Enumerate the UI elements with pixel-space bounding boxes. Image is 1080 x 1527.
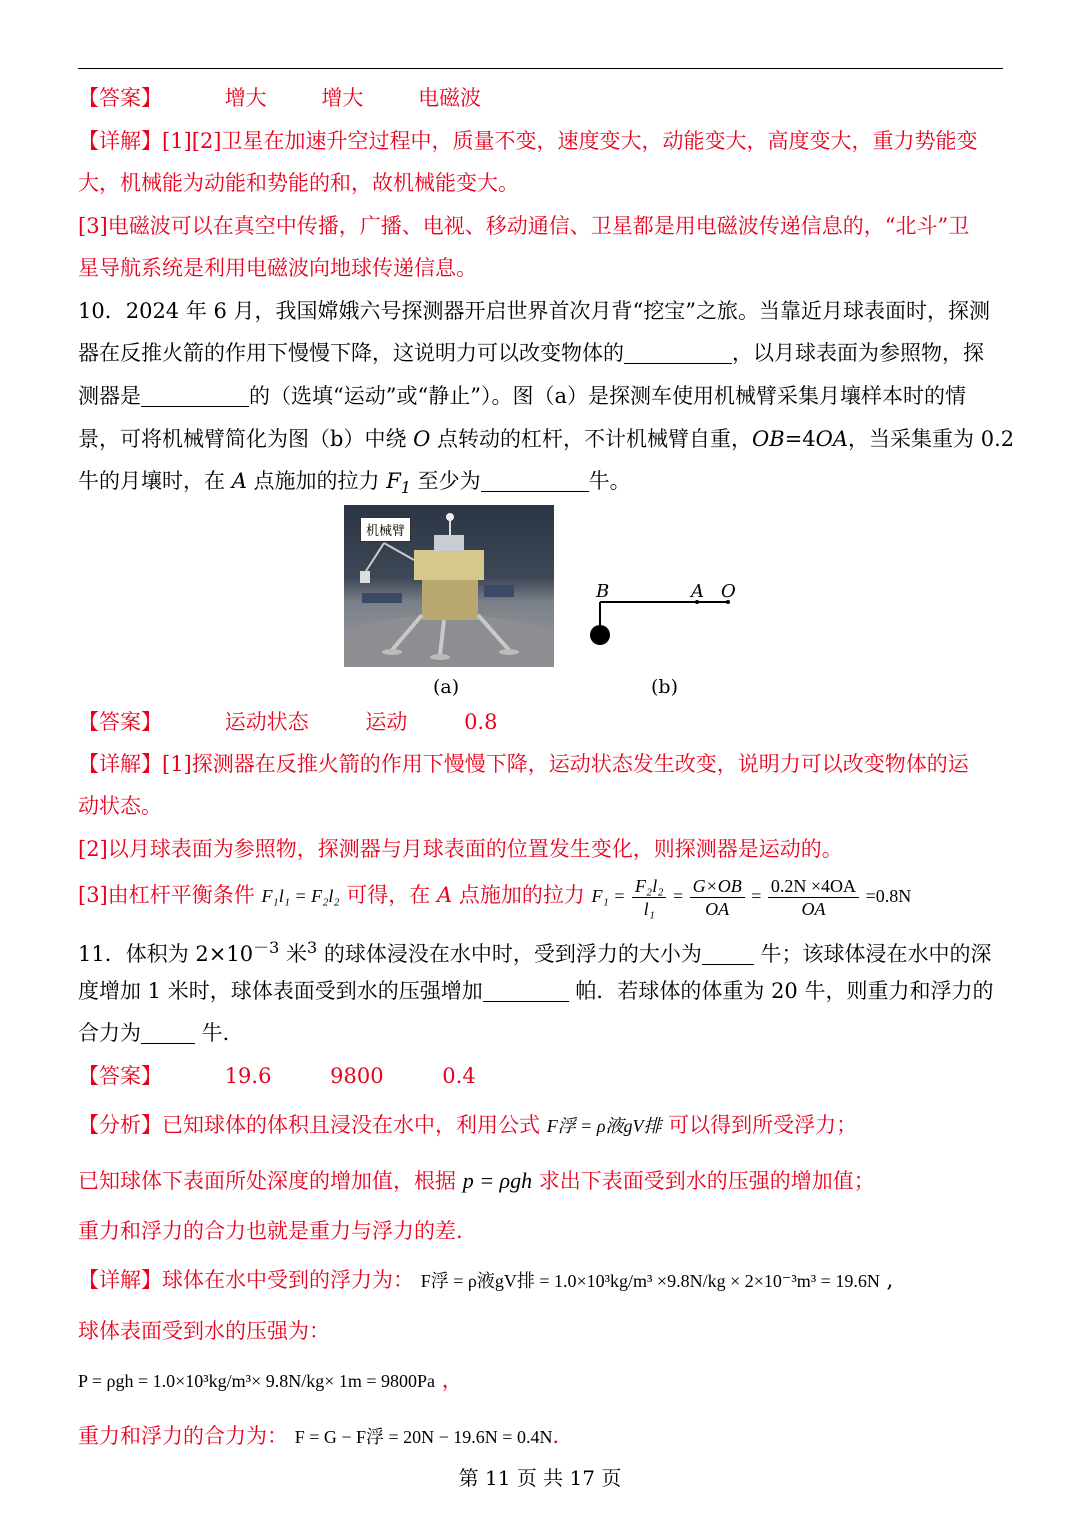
answer-11 (78, 1061, 476, 1091)
detail-9-line-2: 大，机械能为动能和势能的和，故机械能变大。 (78, 171, 519, 195)
q-sub: 1 (400, 478, 411, 498)
q-text: 器在反推火箭的作用下慢慢下降，这说明力可以改变物体的 (78, 341, 624, 365)
question-10-line-1: 10．2024 年 6 月，我国嫦娥六号探测器开启世界首次月背“挖宝”之旅。当靠近月球表面时，探测 (78, 299, 991, 323)
q-text: 11．体积为 2×10 (78, 942, 254, 966)
answer-tag: 【答案】 (78, 86, 162, 110)
caption-b: (b) (651, 676, 678, 698)
detail-text: 重力和浮力的合力为： (78, 1424, 288, 1448)
detail-11-line-3 (78, 1365, 463, 1396)
buoyancy-formula: F浮 = ρ液gV排 (546, 1116, 662, 1136)
q-text: 度增加 1 米时，球体表面受到水的压强增加 (78, 979, 483, 1003)
answer-value: 运动状态 (224, 710, 309, 734)
q-var: A (231, 469, 247, 493)
q-var: OB (752, 427, 785, 451)
question-10-line-3 (78, 381, 966, 411)
force-equation (591, 876, 912, 920)
q-var: OA (815, 427, 849, 451)
question-10-line-5 (78, 466, 631, 503)
buoyancy-calc: F浮 = ρ液gV排 = 1.0×10³kg/m³ ×9.8N/kg × 2×10⁻³m³ = 19.6N (420, 1271, 880, 1291)
answer-tag: 【答案】 (78, 710, 162, 734)
detail-9-line-1 (78, 126, 978, 156)
lander-photo (344, 505, 554, 667)
answer-blank (481, 469, 589, 492)
answer-9 (78, 83, 481, 113)
pressure-calc: P = ρgh = 1.0×10³kg/m³× 9.8N/kg× 1m = 9800Pa (78, 1371, 436, 1391)
analysis-11-line-1 (78, 1110, 857, 1141)
detail-tag: 【详解】 (78, 129, 162, 153)
fraction (690, 875, 745, 920)
detail-9-line-3: [3]电磁波可以在真空中传播，广播、电视、移动通信、卫星都是用电磁波传递信息的，“北斗”卫 (78, 214, 970, 238)
detail-punct: ． (552, 1424, 574, 1448)
frac-den: l₁ (643, 899, 655, 920)
eq-part: =0.8N (865, 886, 912, 906)
analysis-tag: 【分析】 (78, 1113, 162, 1137)
detail-text: 点施加的拉力 (452, 883, 585, 907)
fraction (632, 875, 667, 920)
q-var: F (386, 469, 401, 493)
answer-value: 增大 (321, 86, 364, 110)
q-sup: 3 (306, 938, 318, 957)
question-11-line-2 (78, 976, 993, 1006)
q-text: 牛的月壤时，在 (78, 469, 232, 493)
q-var: O (413, 427, 431, 451)
detail-text: 可得，在 (346, 883, 437, 907)
answer-blank (702, 942, 754, 965)
question-11-line-3 (78, 1018, 244, 1048)
frac-den: OA (801, 899, 826, 920)
q-text: 米 (279, 942, 307, 966)
answer-blank (141, 384, 249, 407)
q-text: 测器是 (78, 384, 141, 408)
q-text: ，当采集重为 0.2 (848, 427, 1015, 451)
answer-value: 9800 (330, 1064, 384, 1088)
detail-text: [3]由杠杆平衡条件 (78, 883, 255, 907)
q-text: 帕．若球体的体重为 20 牛，则重力和浮力的 (568, 979, 994, 1003)
lever-label-b: B (596, 581, 610, 602)
frac-num: G×OB (690, 875, 745, 898)
net-force-calc: F = G − F浮 = 20N − 19.6N = 0.4N (294, 1427, 553, 1447)
answer-10 (78, 707, 497, 737)
detail-10-line-3: [2]以月球表面为参照物，探测器与月球表面的位置发生变化，则探测器是运动的。 (78, 837, 843, 861)
detail-11-line-1 (78, 1265, 893, 1296)
answer-value: 19.6 (224, 1064, 272, 1088)
eq-part: = (672, 886, 684, 906)
detail-text: [1][2]卫星在加速升空过程中，质量不变，速度变大，动能变大，高度变大，重力势能变 (162, 129, 978, 153)
page-footer: 第 11 页 共 17 页 (458, 1466, 622, 1490)
frac-num: F₂l₂ (632, 875, 667, 898)
analysis-text: 已知球体的体积且浸没在水中，利用公式 (162, 1113, 540, 1137)
lever-label-o: O (721, 581, 736, 602)
answer-blank (624, 341, 732, 364)
answer-value: 增大 (224, 86, 267, 110)
answer-blank (141, 1021, 195, 1044)
q-text: 点施加的拉力 (246, 469, 387, 493)
lever-label-a: A (691, 581, 704, 602)
detail-10-line-4 (78, 870, 911, 921)
analysis-text: 可以得到所受浮力； (668, 1113, 858, 1137)
detail-punct: , (879, 1268, 894, 1292)
eq-part: F₁ = (591, 886, 626, 906)
q-text: 牛． (195, 1021, 244, 1045)
q-text: 点转动的杠杆，不计机械臂自重， (430, 427, 753, 451)
answer-value: 运动 (365, 710, 408, 734)
detail-var: A (436, 883, 453, 907)
q-text: 牛。 (588, 469, 631, 493)
q-text: 合力为 (78, 1021, 141, 1045)
q-text: =4 (784, 427, 816, 451)
header-rule (78, 68, 1003, 69)
photo-label: 机械臂 (360, 517, 411, 542)
analysis-11-line-3: 重力和浮力的合力也就是重力与浮力的差. (78, 1219, 463, 1243)
frac-num: 0.2N ×4OA (768, 875, 859, 898)
caption-a: (a) (433, 676, 460, 698)
answer-blank (483, 979, 569, 1002)
detail-tag: 【详解】 (78, 752, 162, 776)
detail-text: 球体在水中受到的浮力为： (162, 1268, 414, 1292)
question-10-line-4 (78, 424, 1014, 454)
q-text: 至少为 (410, 469, 481, 493)
analysis-text: 求出下表面受到水的压强的增加值； (538, 1169, 875, 1193)
detail-9-line-4: 星导航系统是利用电磁波向地球传递信息。 (78, 256, 477, 280)
answer-tag: 【答案】 (78, 1064, 162, 1088)
question-10-line-2 (78, 338, 984, 368)
question-11-line-1 (78, 933, 992, 969)
lever-balance-formula: F₁l₁ = F₂l₂ (261, 886, 340, 906)
answer-value: 电磁波 (418, 86, 482, 110)
q-text: 的（选填“运动”或“静止”）。图（a）是探测车使用机械臂采集月壤样本时的情 (249, 384, 966, 408)
fraction (768, 875, 859, 920)
lever-diagram (580, 575, 750, 655)
q-text: 景，可将机械臂简化为图（b）中绕 (78, 427, 414, 451)
eq-part: = (751, 886, 762, 906)
q-sup: －3 (253, 938, 280, 957)
q-text: 牛；该球体浸在水中的深 (753, 942, 992, 966)
analysis-text: 已知球体下表面所处深度的增加值，根据 (78, 1169, 456, 1193)
q-text: ，以月球表面为参照物，探 (732, 341, 984, 365)
answer-value: 0.8 (464, 710, 498, 734)
detail-tag: 【详解】 (78, 1268, 162, 1292)
q-text: 的球体浸没在水中时，受到浮力的大小为 (317, 942, 702, 966)
detail-11-line-2: 球体表面受到水的压强为： (78, 1319, 330, 1343)
detail-10-line-2: 动状态。 (78, 794, 162, 818)
detail-punct: ， (435, 1368, 463, 1392)
detail-10-line-1 (78, 749, 969, 779)
detail-text: [1]探测器在反推火箭的作用下慢慢下降，运动状态发生改变，说明力可以改变物体的运 (162, 752, 969, 776)
frac-den: OA (705, 899, 730, 920)
pressure-formula: p = ρgh (462, 1168, 533, 1193)
answer-value: 0.4 (442, 1064, 476, 1088)
analysis-11-line-2 (78, 1166, 875, 1196)
detail-11-line-4 (78, 1421, 573, 1452)
